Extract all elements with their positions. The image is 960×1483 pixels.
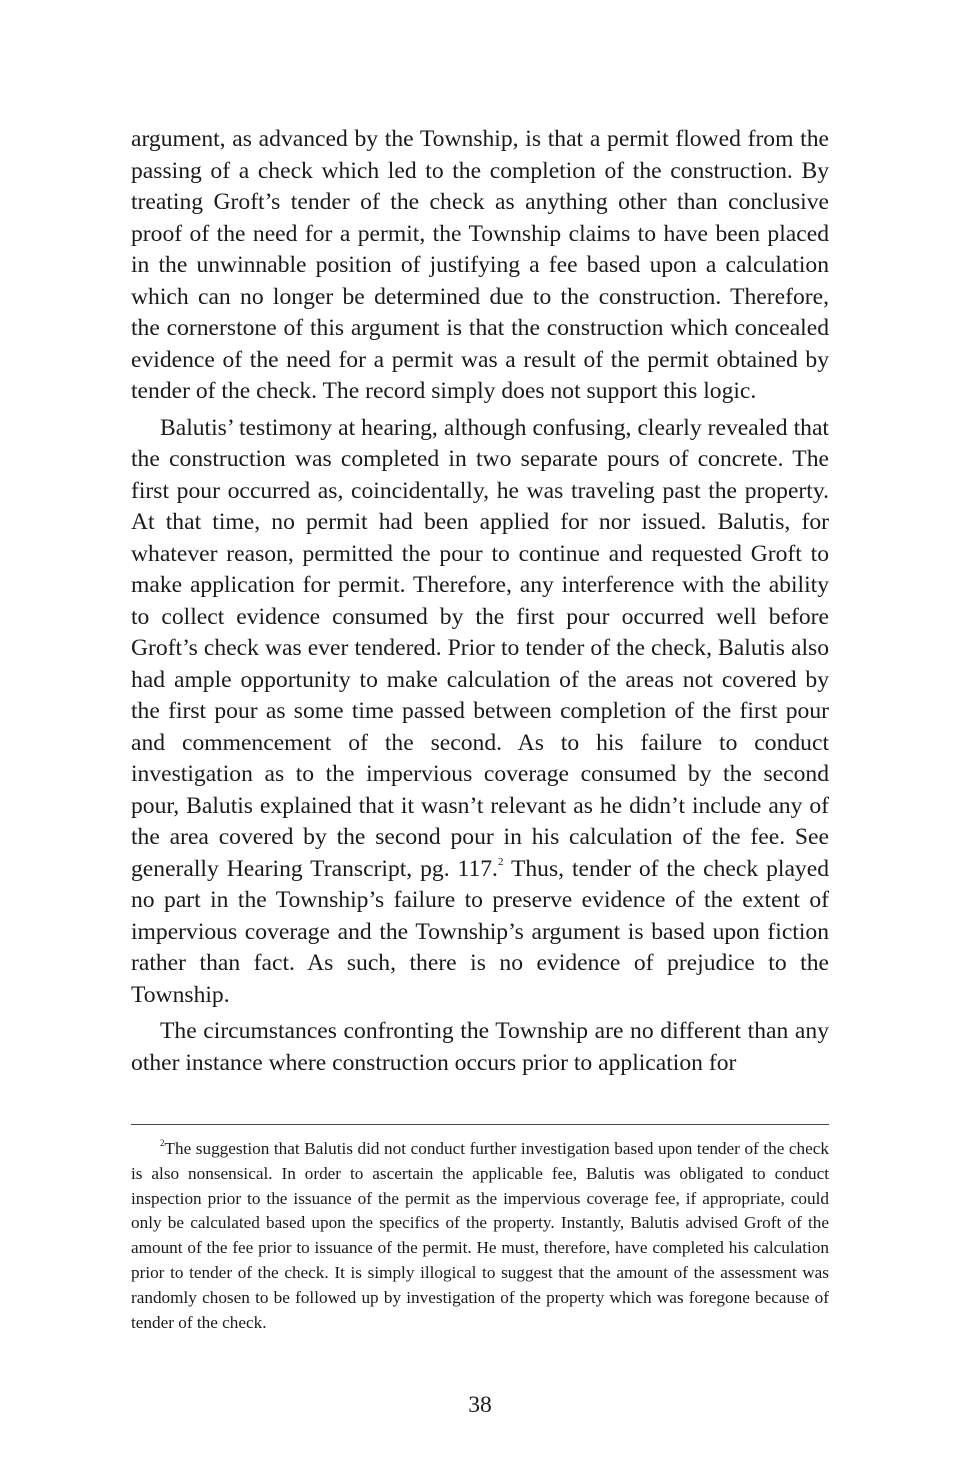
footnote-divider (131, 1124, 829, 1125)
footnote-marker: 2 (160, 1138, 165, 1148)
page-number: 38 (468, 1392, 492, 1418)
body-paragraph-testimony (131, 413, 829, 1012)
footnote (131, 1137, 829, 1335)
document-body (131, 124, 829, 1079)
footnote-reference[interactable]: 2 (497, 855, 504, 868)
body-paragraph-circumstances: The circumstances confronting the Township are no different than any other instance where construction occurs prior to application for (131, 1018, 829, 1076)
body-paragraph-continued: argument, as advanced by the Township, is that a permit flowed from the passing of a check which led to the completion of the construction. By treating Groft’s tender of the check as anything other than conclusive proof of the need for a permit, the Township claims to have been placed in the unwinnable position of justifying a fee based upon a calculation which can no longer be determined due to the construction. Therefore, the cornerstone of this argument is that the construction which concealed evidence of the need for a permit was a result of the permit obtained by tender of the check. The record simply does not support this logic. (131, 126, 829, 404)
footnote-text: The suggestion that Balutis did not conduct further investigation based upon tender of the check is also nonsensical. In order to ascertain the applicable fee, Balutis was obligated to conduct inspection prior to the issuance of the permit as the impervious coverage fee, if appropriate, could only be calculated based upon the specifics of the property. Instantly, Balutis advised Groft of the amount of the fee prior to issuance of the permit. He must, therefore, have completed his calculation prior to tender of the check. It is simply illogical to suggest that the amount of the assessment was randomly chosen to be followed up by investigation of the property which was foregone because of tender of the check. (131, 1139, 829, 1332)
paragraph-text-after-footnote: Thus, tender of the check played no part in the Township’s failure to preserve evidence of the extent of impervious coverage and the Township’s argument is based upon fiction rather than fact. As such, there is no evidence of prejudice to the Township. (131, 855, 829, 1008)
paragraph-text-before-footnote: Balutis’ testimony at hearing, although confusing, clearly revealed that the construction was completed in two separate pours of concrete. The first pour occurred as, coincidentally, he was traveling past the property. At that time, no permit had been applied for nor issued. Balutis, for whatever reason, permitted the pour to continue and requested Groft to make application for permit. Therefore, any interference with the ability to collect evidence consumed by the first pour occurred well before Groft’s check was ever tendered. Prior to tender of the check, Balutis also had ample opportunity to make calculation of the areas not covered by the first pour as some time passed between completion of the first pour and commencement of the second. As to his failure to conduct investigation as to the impervious coverage consumed by the second pour, Balutis explained that it wasn’t relevant as he didn’t include any of the area covered by the second pour in his calculation of the fee. See generally Hearing Transcript, pg. 117. (131, 414, 829, 882)
